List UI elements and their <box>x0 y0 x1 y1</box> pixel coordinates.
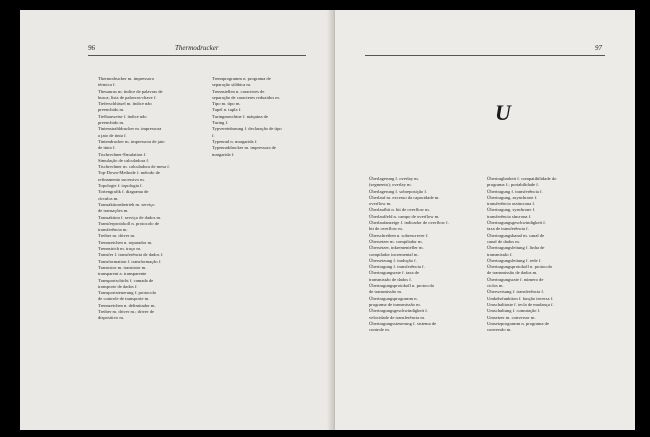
right-column-1 <box>369 176 481 333</box>
dictionary-entry-line: Überlagerung f. sobreposição f. <box>369 188 428 194</box>
dictionary-entry-line: dispositivo m. <box>98 315 125 321</box>
dictionary-entry-line: de tinta f. <box>98 145 116 151</box>
dictionary-entry-line: Übertragung f. transferência f. <box>487 188 543 194</box>
dictionary-entry-line: Thermodrucker m. impressora <box>98 76 154 81</box>
dictionary-entry-line: Transferprotokoll n. protocolo de <box>98 220 160 226</box>
dictionary-entry-line: Umsetzer m. conversor m. <box>487 314 536 320</box>
dictionary-entry-line: Tortengrafik f. diagrama de <box>98 189 149 195</box>
dictionary-entry-line: Trennzeichen n. separador m. <box>98 239 153 245</box>
left-column-2 <box>212 76 304 158</box>
dictionary-entry-line: Tiefbauweise f. índice não <box>98 113 147 119</box>
right-page <box>335 10 635 430</box>
dictionary-entry-line: Übertragungsleitung f. rede f. <box>487 257 542 263</box>
dictionary-entry-line: ciclos m. <box>487 283 504 289</box>
dictionary-entry-line: de transmissão de dados m. <box>487 270 538 276</box>
dictionary-entry-line: transferência síncrona f. <box>487 213 532 219</box>
dictionary-entry-line: transparent a. transparente <box>98 271 147 277</box>
dictionary-entry-line: Transfer f. transferência de dados f. <box>98 252 164 258</box>
dictionary-entry-line: Typvereinbarung f. declaração de tipo <box>212 126 282 132</box>
dictionary-entry-line: Übertragung f. transferência f. <box>369 264 425 270</box>
dictionary-entry-line: Typenrad n. margarida f. <box>212 138 258 144</box>
dictionary-entry-line: taxa de transferência f. <box>487 226 529 232</box>
dictionary-entry-line: Turing f. <box>212 120 229 126</box>
dictionary-entry-line: Turingmaschine f. máquina de <box>212 113 268 119</box>
dictionary-entry-line: Übertragungsprogramm n. <box>369 295 418 301</box>
dictionary-entry-line: transmissão f. <box>487 251 513 257</box>
dictionary-entry-line: Umschalttaste f. tecla de mudança f. <box>487 301 554 307</box>
dictionary-entry-line: Übertragung, asynchrone f. <box>487 194 538 200</box>
dictionary-entry-line: separação de caracteres reduzidos m. <box>212 94 280 100</box>
dictionary-entry-line: Transportsteuerung f. protocolo <box>98 290 157 296</box>
dictionary-entry-line: programa f.; portabilidade f. <box>487 182 539 188</box>
dictionary-entry-line: Tintendrucker m. impressora de jato <box>98 138 165 144</box>
left-running-header: Thermodrucker <box>175 44 219 52</box>
dictionary-entry-line: de transações m. <box>98 208 129 214</box>
dictionary-entry-line: bit de overflow m. <box>369 226 403 232</box>
dictionary-entry-line: Übertragungssteuerung f. sistema de <box>369 320 437 326</box>
dictionary-entry-line: Übersetzung f. tradução f. <box>369 257 417 263</box>
dictionary-entry-line: Übertragungsprotokoll n. protocolo <box>369 283 435 289</box>
open-book <box>20 10 635 430</box>
dictionary-entry-line: Tischrechner-Emulation f. <box>98 151 147 157</box>
dictionary-entry-line: Übertragungsgeschwindigkeit f. <box>487 220 546 226</box>
dictionary-entry-line: Transistor m. transistor m. <box>98 264 147 270</box>
dictionary-entry-line: térmica f. <box>98 82 116 88</box>
left-page <box>20 10 335 430</box>
left-column-1 <box>98 76 206 322</box>
dictionary-entry-line: Überlagerung f. overlay m. <box>369 176 419 181</box>
dictionary-entry-line: círculos m. <box>98 195 119 201</box>
dictionary-entry-line: canal de dados m. <box>487 238 520 244</box>
dictionary-entry-line: transmissão de dados f. <box>369 276 412 282</box>
dictionary-entry-line: Thesaurus m. índice de palavras de <box>98 88 163 94</box>
dictionary-entry-line: Überlaufbit n. bit de overflow m. <box>369 207 430 213</box>
dictionary-entry-line: Übertragungsprotokoll n. protocolo <box>487 264 553 270</box>
dictionary-entry-line: velocidade de transferência m. <box>369 314 426 320</box>
right-page-number: 97 <box>595 44 602 52</box>
dictionary-entry-line: preenchido m. <box>98 120 125 126</box>
dictionary-entry-line: Übersetzer, inkrementeller m. <box>369 245 424 251</box>
dictionary-entry-line: controle m. <box>369 327 390 333</box>
right-column-2 <box>487 176 597 333</box>
dictionary-entry-line: Übertragungsgeschwindigkeit f. <box>369 308 428 314</box>
dictionary-entry-line: refinamento sucessivo m. <box>98 176 145 182</box>
dictionary-entry-line: Überschreiben n. sobrescrever f. <box>369 232 429 238</box>
dictionary-entry-line: transferência assíncrona f. <box>487 201 536 207</box>
dictionary-entry-line: busca; lista de palavras-chave f. <box>98 94 157 100</box>
dictionary-entry-line: Übertragungsrate f. número de <box>487 276 544 282</box>
dictionary-entry-line: compilador incremental m. <box>369 251 419 257</box>
dictionary-entry-line: Tischrechner m. calculadora de mesa f. <box>98 164 170 170</box>
dictionary-entry-line: Treiber m. driver m. <box>98 233 136 239</box>
dictionary-entry-line: de transmissão m. <box>369 289 403 295</box>
dictionary-entry-line: Typenraddrucker m. impressora de <box>212 145 276 151</box>
dictionary-entry-line: Überlauffeld n. campo de overflow m. <box>369 213 440 219</box>
dictionary-entry-line: Trennstrich m. traço m. <box>98 246 142 252</box>
dictionary-entry-line: Übertragungsleitung f. linha de <box>487 245 545 251</box>
dictionary-entry-line: transporte de dados f. <box>98 283 138 289</box>
dictionary-entry-line: (segmento); overlay m. <box>369 182 412 188</box>
dictionary-entry-line: Überlaufanzeige f. indicador de overflow f. <box>369 220 449 226</box>
dictionary-entry-line: Übertragungsrate f. taxa de <box>369 270 419 276</box>
dictionary-entry-line: margarida f. <box>212 151 235 157</box>
section-letter: U <box>495 100 511 125</box>
dictionary-entry-line: Überweisung f. transferência f. <box>487 289 545 295</box>
dictionary-entry-line: de controle de transporte m. <box>98 296 150 302</box>
dictionary-entry-line: f. <box>212 132 215 138</box>
dictionary-entry-line: Umsetzprogramm n. programa de <box>487 320 549 326</box>
dictionary-entry-line: Umkehrfunktion f. função inversa f. <box>487 295 554 301</box>
dictionary-entry-line: Übertragbarkeit f. compatibilidade do <box>487 176 557 181</box>
dictionary-entry-line: preenchido m. <box>98 107 125 113</box>
dictionary-entry-line: overflow m. <box>369 201 392 207</box>
dictionary-entry-line: Trennzeichen n. delimitador m. <box>98 302 156 308</box>
dictionary-entry-line: Transaktionsbetrieb m. serviço <box>98 201 155 207</box>
dictionary-entry-line: Umschaltung f. comutação f. <box>487 308 541 314</box>
dictionary-entry-line: a jato de tinta f. <box>98 132 127 138</box>
dictionary-entry-line: Tipo m. tipo m. <box>212 101 241 107</box>
dictionary-entry-line: transferência m. <box>98 227 128 233</box>
dictionary-entry-line: Tieferschlüssel m. índice não <box>98 101 152 107</box>
left-header-rule <box>88 55 306 56</box>
dictionary-entry-line: Übersetzer m. compilador m. <box>369 238 423 244</box>
dictionary-entry-line: programa de transmissão m. <box>369 301 421 307</box>
dictionary-entry-line: Transformation f. transformação f. <box>98 258 162 264</box>
dictionary-entry-line: Übertragung, synchrone f. <box>487 207 536 213</box>
dictionary-entry-line: Trennstellen n. caracteres de <box>212 88 265 94</box>
dictionary-entry-line: Transaktion f. serviço de dados m. <box>98 214 162 220</box>
dictionary-entry-line: Top-Down-Methode f. método de <box>98 170 160 176</box>
dictionary-entry-line: Simulação de calculadora f. <box>98 157 150 163</box>
dictionary-entry-line: Trennprogramm n. programa de <box>212 76 271 81</box>
dictionary-entry-line: separação silábica m. <box>212 82 252 88</box>
dictionary-entry-line: Tupel n. tupla f. <box>212 107 242 113</box>
dictionary-entry-line: Transportschicht f. camada de <box>98 277 154 283</box>
dictionary-entry-line: Treiber m. driver m.; driver de <box>98 308 155 314</box>
right-header-rule <box>365 55 605 56</box>
dictionary-entry-line: conversão m. <box>487 327 512 333</box>
dictionary-entry-line: Tintenstrahldrucker m. impressora <box>98 126 162 132</box>
dictionary-entry-line: Topologie f. topologia f. <box>98 183 143 189</box>
left-page-number: 96 <box>88 44 95 52</box>
dictionary-entry-line: Übertragungskanal m. canal de <box>487 232 545 238</box>
dictionary-entry-line: Überlauf m. excesso da capacidade m. <box>369 194 440 200</box>
